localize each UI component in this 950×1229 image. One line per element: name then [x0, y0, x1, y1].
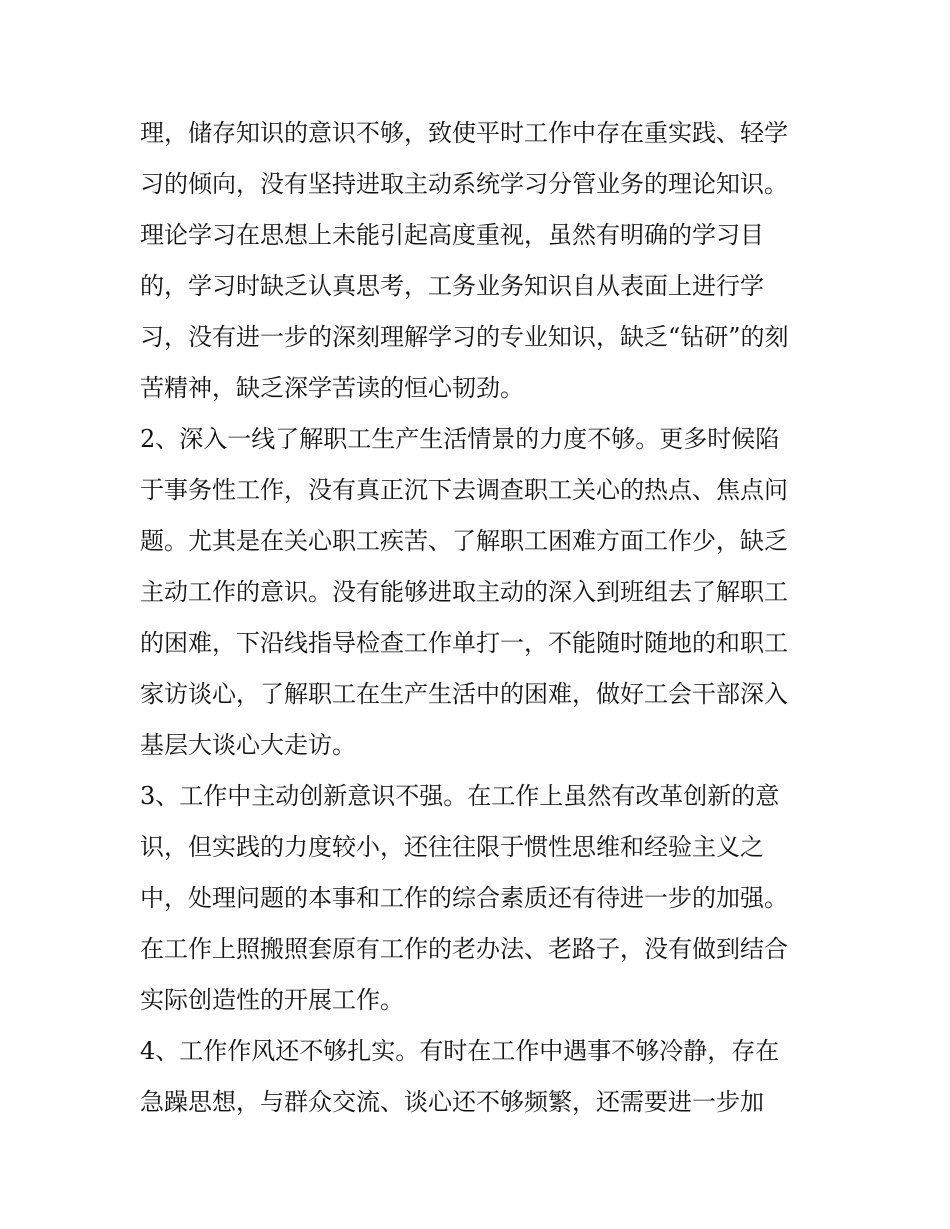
text-line: 2、深入一线了解职工生产生活情景的力度不够。更多时候陷: [140, 425, 780, 453]
text-line: 急躁思想，与群众交流、谈心还不够频繁，还需要进一步加: [140, 1088, 764, 1116]
text-line: 的困难，下沿线指导检查工作单打一，不能随时随地的和职工: [140, 629, 788, 657]
text-line: 识，但实践的力度较小，还往往限于惯性思维和经验主义之: [140, 833, 764, 861]
text-line: 3、工作中主动创新意识不强。在工作上虽然有改革创新的意: [140, 782, 780, 810]
text-line: 中，处理问题的本事和工作的综合素质还有待进一步的加强。: [140, 884, 788, 912]
text-line: 家访谈心，了解职工在生产生活中的困难，做好工会干部深入: [140, 680, 788, 708]
text-line: 理，储存知识的意识不够，致使平时工作中存在重实践、轻学: [140, 119, 788, 147]
text-line: 题。尤其是在关心职工疾苦、了解职工困难方面工作少，缺乏: [140, 527, 788, 555]
text-line: 在工作上照搬照套原有工作的老办法、老路子，没有做到结合: [140, 935, 788, 963]
text-line: 于事务性工作，没有真正沉下去调查职工关心的热点、焦点问: [140, 476, 788, 504]
text-line: 理论学习在思想上未能引起高度重视，虽然有明确的学习目: [140, 221, 764, 249]
text-line: 主动工作的意识。没有能够进取主动的深入到班组去了解职工: [140, 578, 788, 606]
text-line: 苦精神，缺乏深学苦读的恒心韧劲。: [140, 374, 524, 402]
text-line: 实际创造性的开展工作。: [140, 986, 404, 1014]
text-line: 习的倾向，没有坚持进取主动系统学习分管业务的理论知识。: [140, 170, 788, 198]
text-line: 的，学习时缺乏认真思考，工务业务知识自从表面上进行学: [140, 272, 764, 300]
text-line: 基层大谈心大走访。: [140, 731, 356, 759]
document-body: [140, 108, 820, 1128]
text-line: 习，没有进一步的深刻理解学习的专业知识，缺乏“钻研”的刻: [140, 323, 789, 351]
text-line: 4、工作作风还不够扎实。有时在工作中遇事不够冷静，存在: [140, 1037, 780, 1065]
